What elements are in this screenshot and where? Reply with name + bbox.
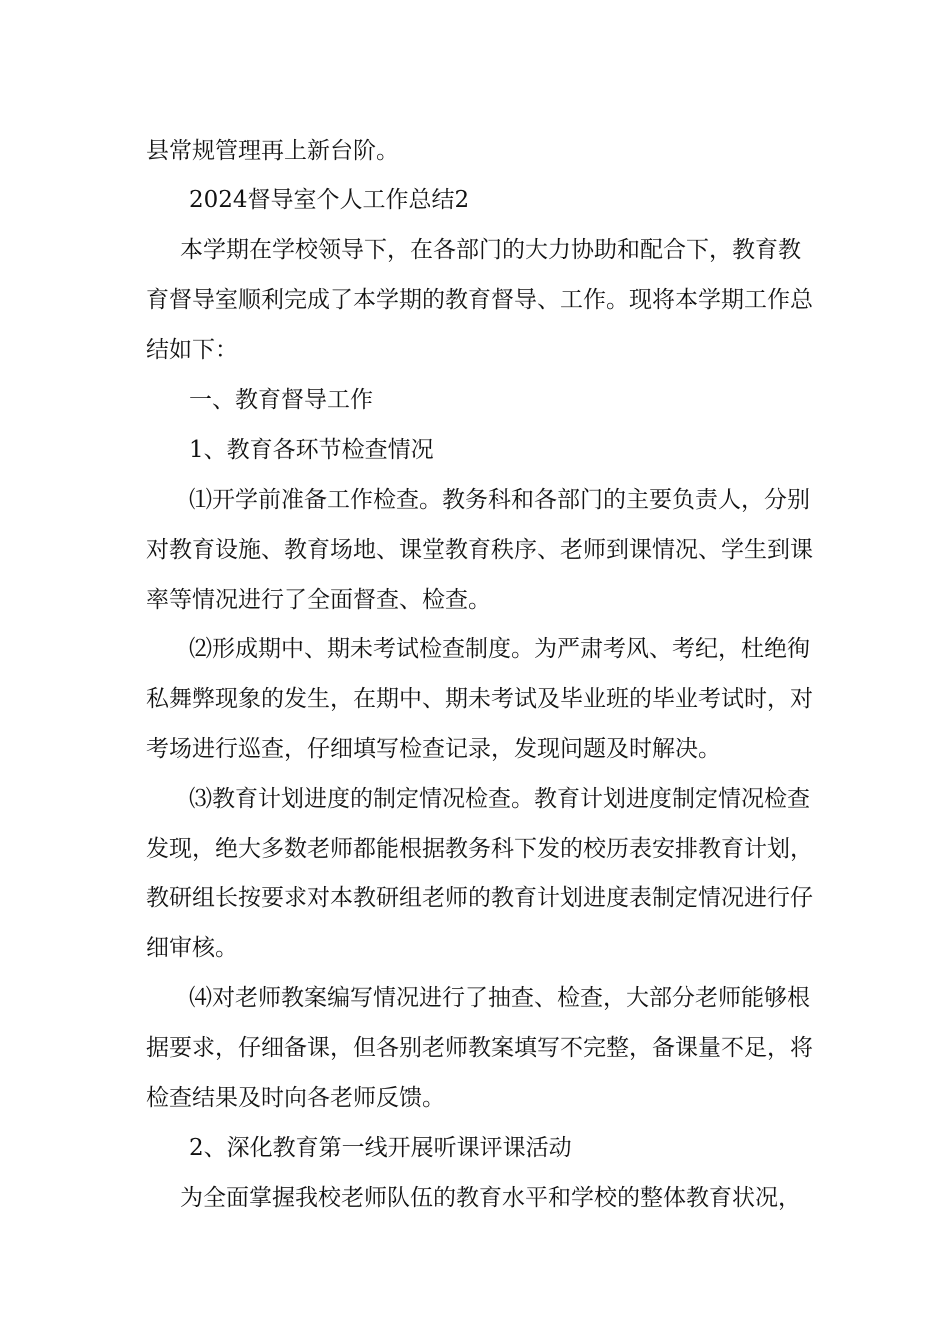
item-4-line-2: 据要求，仔细备课，但各别老师教案填写不完整，备课量不足，将 [146,1035,813,1061]
item-3-line-3: 教研组长按要求对本教研组老师的教育计划进度表制定情况进行仔 [146,885,813,911]
item-4-line-3: 检查结果及时向各老师反馈。 [146,1085,445,1111]
item-2-line-1: ⑵形成期中、期未考试检查制度。为严肃考风、考纪，杜绝徇 [189,636,810,662]
item-1-line-3: 率等情况进行了全面督查、检查。 [146,587,491,613]
intro-paragraph-line-2: 育督导室顺利完成了本学期的教育督导、工作。现将本学期工作总 [146,287,813,313]
intro-paragraph-line-3: 结如下： [146,337,238,363]
item-2-line-3: 考场进行巡查，仔细填写检查记录，发现问题及时解决。 [146,736,721,762]
item-1-line-2: 对教育设施、教育场地、课堂教育秩序、老师到课情况、学生到课 [146,537,813,563]
heading-level-2-second: 2、深化教育第一线开展听课评课活动 [189,1135,572,1161]
item-1-line-1: ⑴开学前准备工作检查。教务科和各部门的主要负责人，分别 [189,487,810,513]
item-3-line-4: 细审核。 [146,935,238,961]
section-title: 2024督导室个人工作总结2 [189,187,470,213]
item-3-line-1: ⑶教育计划进度的制定情况检查。教育计划进度制定情况检查 [189,786,810,812]
intro-paragraph-line-1: 本学期在学校领导下，在各部门的大力协助和配合下，教育教 [180,237,801,263]
heading-level-1: 一、教育督导工作 [189,387,373,413]
heading-level-2: 1、教育各环节检查情况 [189,437,434,463]
item-4-line-1: ⑷对老师教案编写情况进行了抽查、检查，大部分老师能够根 [189,985,810,1011]
paragraph-continuation-line: 县常规管理再上新台阶。 [146,138,399,164]
item-3-line-2: 发现，绝大多数老师都能根据教务科下发的校历表安排教育计划， [146,836,813,862]
closing-paragraph-line-1: 为全面掌握我校老师队伍的教育水平和学校的整体教育状况， [180,1185,801,1211]
item-2-line-2: 私舞弊现象的发生，在期中、期未考试及毕业班的毕业考试时，对 [146,686,813,712]
